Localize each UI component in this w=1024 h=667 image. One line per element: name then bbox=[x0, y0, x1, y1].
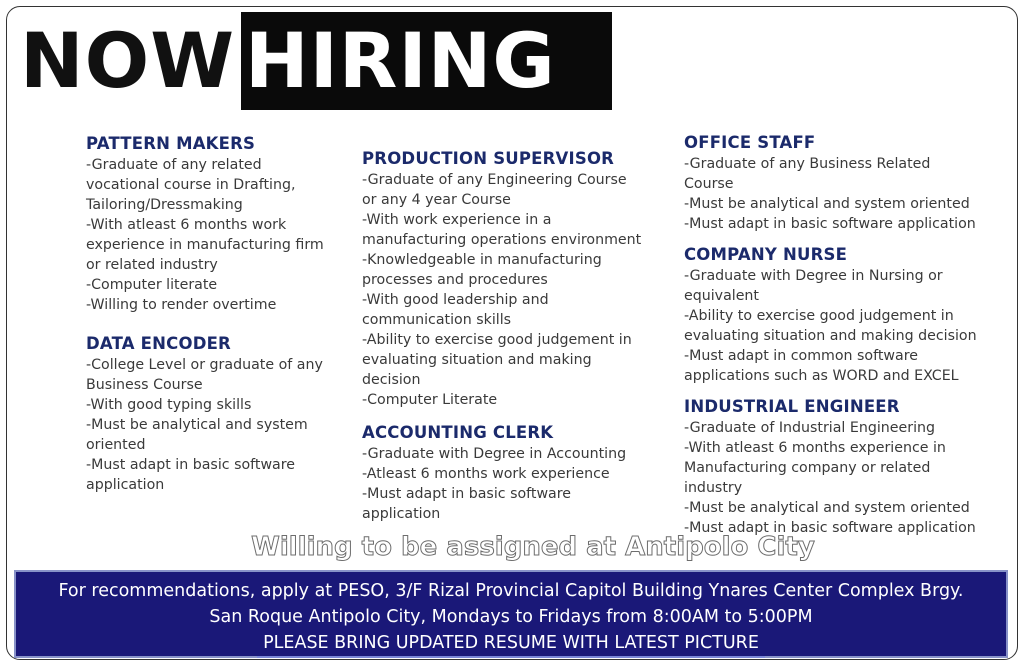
requirement: -Must be analytical and system oriented bbox=[684, 500, 970, 516]
requirement: -Must adapt in common software applications such as WORD and EXCEL bbox=[684, 348, 959, 384]
requirement: -Must adapt in basic software application bbox=[684, 216, 976, 232]
requirement: -Knowledgeable in manufacturing processes and procedures bbox=[362, 252, 602, 288]
now-text: NOW bbox=[20, 16, 236, 105]
job-title: PRODUCTION SUPERVISOR bbox=[362, 149, 615, 168]
requirement: -With work experience in a manufacturing operations environment bbox=[362, 212, 642, 248]
footer-line-3: PLEASE BRING UPDATED RESUME WITH LATEST PICTURE bbox=[257, 630, 765, 658]
job-production-supervisor bbox=[362, 148, 644, 410]
requirement: -With good typing skills bbox=[86, 397, 252, 413]
hiring-text: HIRING bbox=[241, 12, 612, 110]
job-title: OFFICE STAFF bbox=[684, 133, 816, 152]
requirement: -With good leadership and communication skills bbox=[362, 292, 549, 328]
job-column-1 bbox=[86, 133, 326, 513]
requirement: -Ability to exercise good judgement in evaluating situation and making decision bbox=[684, 308, 977, 344]
job-company-nurse bbox=[684, 244, 984, 386]
footer-line-2: San Roque Antipolo City, Mondays to Fridays from 8:00AM to 5:00PM bbox=[209, 607, 813, 627]
job-office-staff bbox=[684, 132, 984, 234]
requirement: -Atleast 6 months work experience bbox=[362, 466, 610, 482]
application-footer bbox=[14, 570, 1008, 658]
requirement: -Computer literate bbox=[86, 277, 218, 293]
requirement: -With atleast 6 months work experience in manufacturing firm or related industry bbox=[86, 217, 324, 273]
requirement: -Must be analytical and system oriented bbox=[684, 196, 970, 212]
job-industrial-engineer bbox=[684, 396, 984, 538]
footer-line-1: For recommendations, apply at PESO, 3/F Rizal Provincial Capitol Building Ynares Center Complex Brgy. bbox=[58, 581, 964, 601]
requirement: -With atleast 6 months experience in Manufacturing company or related industry bbox=[684, 440, 946, 496]
requirement: -Computer Literate bbox=[362, 392, 498, 408]
requirement: -Graduate of any Engineering Course or any 4 year Course bbox=[362, 172, 627, 208]
assignment-notice: Willing to be assigned at Antipolo City bbox=[251, 532, 815, 562]
job-accounting-clerk bbox=[362, 422, 644, 524]
requirement: -Graduate of Industrial Engineering bbox=[684, 420, 936, 436]
job-column-3 bbox=[684, 132, 984, 548]
requirement: -Must adapt in basic software application bbox=[684, 520, 976, 536]
requirement: -Graduate of any Business Related Course bbox=[684, 156, 931, 192]
requirement: -College Level or graduate of any Business Course bbox=[86, 357, 323, 393]
job-pattern-makers bbox=[86, 133, 326, 315]
requirement: -Must be analytical and system oriented bbox=[86, 417, 308, 453]
job-column-2 bbox=[362, 148, 644, 536]
requirement: -Graduate with Degree in Accounting bbox=[362, 446, 627, 462]
requirement: -Graduate with Degree in Nursing or equivalent bbox=[684, 268, 943, 304]
job-data-encoder bbox=[86, 333, 326, 495]
job-title: PATTERN MAKERS bbox=[86, 134, 256, 153]
requirement: -Graduate of any related vocational course in Drafting, Tailoring/Dressmaking bbox=[86, 157, 296, 213]
requirement: -Must adapt in basic software application bbox=[362, 486, 572, 522]
job-title: COMPANY NURSE bbox=[684, 245, 848, 264]
requirement: -Willing to render overtime bbox=[86, 297, 277, 313]
job-title: DATA ENCODER bbox=[86, 334, 231, 353]
requirement: -Must adapt in basic software application bbox=[86, 457, 296, 493]
job-title: INDUSTRIAL ENGINEER bbox=[684, 397, 900, 416]
job-title: ACCOUNTING CLERK bbox=[362, 423, 554, 442]
now-hiring-header bbox=[20, 12, 612, 110]
requirement: -Ability to exercise good judgement in evaluating situation and making decision bbox=[362, 332, 632, 388]
